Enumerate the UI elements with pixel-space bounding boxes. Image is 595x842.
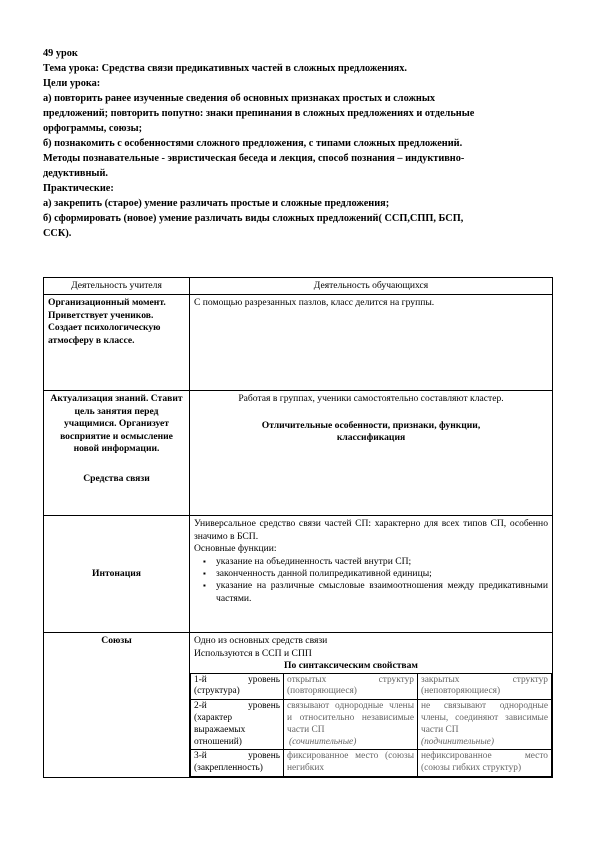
teacher-cell: Интонация [44,516,190,633]
header-line: б) познакомить с особенностями сложного предложения, с типами сложных предложений. [43,138,463,149]
spp-note: (подчинительные) [421,736,494,747]
table-row [191,750,552,777]
ssp-cell: открытых структур (повторяющиеся) [284,673,418,700]
functions-title: Основные функции: [194,543,277,555]
student-cell [190,516,553,633]
ssp-cell [284,700,418,750]
list-item: ▪ указание на объединенность частей внутри СП; [216,556,548,568]
teacher-column-header: Деятельность учителя [44,278,190,295]
header-line: Практические: [43,183,114,194]
header-line: ССК). [43,228,72,239]
table-row [44,633,553,778]
intonation-intro: Универсальное средство связи частей СП: характерно для всех типов СП, особенно значимо в БСП. [194,518,548,542]
teacher-cell: Союзы [44,633,190,778]
level-cell: 1-й уровень (структура) [191,673,284,700]
teacher-cell: Организационный момент. Приветствует учеников. Создает психологическую атмосферу в классе. [44,295,190,391]
level-cell: 2-й уровень (характер выражаемых отношений) [191,700,284,750]
ssp-note: (сочинительные) [289,736,357,747]
table-row [44,391,553,516]
activity-table [43,277,553,778]
ssp-cell: фиксированное место (союзы негибких [284,750,418,777]
teacher-tail: Средства связи [83,473,150,485]
spp-cell [418,700,552,750]
lesson-topic: Тема урока: Средства связи предикативных частей в сложных предложениях. [43,63,407,74]
ssp-text: связывают однородные члены и относительно независимые части СП [287,701,414,735]
list-item: ▪ законченность данной полипредикативной единицы; [216,568,548,580]
functions-list [194,556,548,606]
conjunction-line: Одно из основных средств связи [194,635,328,647]
student-column-header: Деятельность обучающихся [190,278,553,295]
student-text: Работая в группах, ученики самостоятельно составляют кластер. [238,393,504,405]
conjunction-line: Используются в ССП и СПП [194,647,312,659]
header-line: предложений; повторить попутно: знаки препинания в сложных предложениях и отдельные [43,108,475,119]
header-line: орфограммы, союзы; [43,123,143,134]
student-cell [190,633,553,778]
student-text-bold: Отличительные особенности, признаки, функции, классификация [261,419,481,444]
subtable-header: По синтаксическим свойствам [284,660,418,672]
table-row [44,295,553,391]
student-cell [190,391,553,516]
spp-cell: закрытых структур (неповторяющиеся) [418,673,552,700]
spp-text: не связывают однородные члены, соединяют зависимые части СП [421,701,548,735]
list-item: ▪ указание на различные смысловые взаимоотношения между предикативными частями. [216,580,548,605]
header-line: Цели урока: [43,78,101,89]
header-line: дедуктивный. [43,168,108,179]
table-row [191,673,552,700]
table-row [191,700,552,750]
lesson-header [43,46,553,241]
student-cell: С помощью разрезанных пазлов, класс делится на группы. [190,295,553,391]
teacher-cell [44,391,190,516]
header-line: Методы познавательные - эвристическая беседа и лекция, способ познания – индуктивно- [43,153,465,164]
header-line: б) сформировать (новое) умение различать виды сложных предложений( ССП,СПП, БСП, [43,213,464,224]
teacher-text: Актуализация знаний. Ставит цель занятия перед учащимися. Организует восприятие и осмысление новой информации. [50,393,183,455]
table-row [44,516,553,633]
header-line: а) повторить ранее изученные сведения об основных признаках простых и сложных [43,93,436,104]
spp-cell: нефиксированное место (союзы гибких структур) [418,750,552,777]
levels-table [190,673,552,777]
table-header-row [44,278,553,295]
level-cell: 3-й уровень (закрепленность) [191,750,284,777]
header-line: а) закрепить (старое) умение различать простые и сложные предложения; [43,198,390,209]
header-line: 49 урок [43,48,78,59]
